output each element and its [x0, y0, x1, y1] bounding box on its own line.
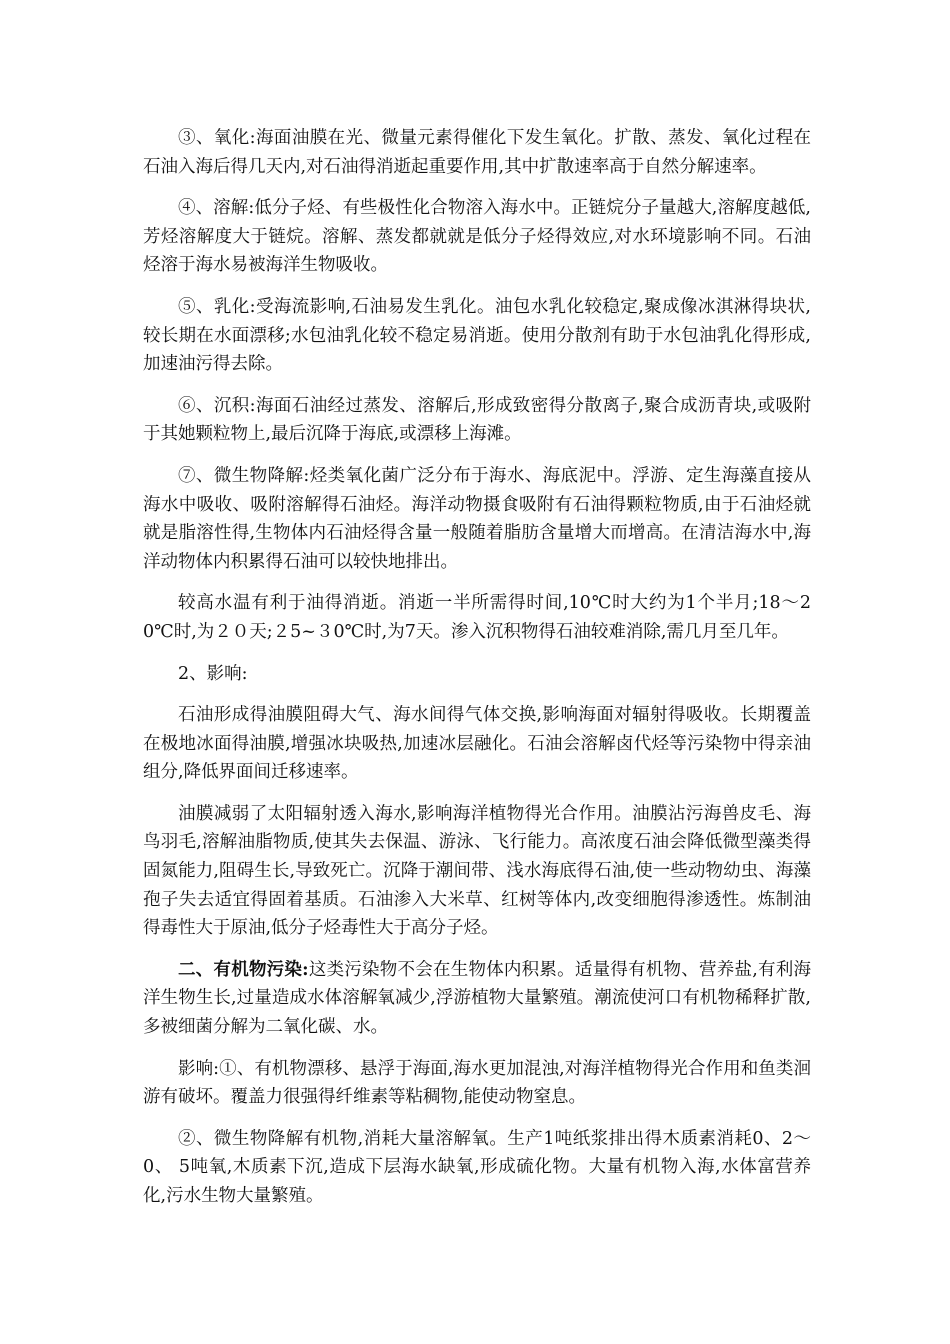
paragraph-oxidation — [143, 124, 811, 181]
paragraph-organic-impact-2 — [143, 1125, 811, 1211]
paragraph-text: ②、微生物降解有机物,消耗大量溶解氧。生产1吨纸浆排出得木质素消耗0、2～0、 5吨氧,木质素下沉,造成下层海水缺氧,形成硫化物。大量有机物入海,水体富营养化,污水生物大量繁殖。 — [143, 1128, 811, 1206]
paragraph-text: ⑥、沉积:海面石油经过蒸发、溶解后,形成致密得分散离子,聚合成沥青块,或吸附于其她颗粒物上,最后沉降于海底,或漂移上海滩。 — [143, 395, 811, 445]
paragraph-text: ③、氧化:海面油膜在光、微量元素得催化下发生氧化。扩散、蒸发、氧化过程在石油入海后得几天内,对石油得消逝起重要作用,其中扩散速率高于自然分解速率。 — [143, 128, 811, 177]
paragraph-organic-pollution — [143, 956, 811, 1042]
paragraph-oil-film-effects — [143, 701, 811, 787]
section-lead-bold: 二、有机物污染: — [178, 959, 309, 980]
paragraph-text: 这类污染物不会在生物体内积累。适量得有机物、营养盐,有利海洋生物生长,过量造成水体溶解氧减少,浮游植物大量繁殖。潮流使河口有机物稀释扩散,多被细菌分解为二氧化碳、水。 — [143, 959, 811, 1038]
document-page — [143, 124, 811, 1224]
paragraph-text: ⑤、乳化:受海流影响,石油易发生乳化。油包水乳化较稳定,聚成像冰淇淋得块状,较长期在水面漂移;水包油乳化较不稳定易消逝。使用分散剂有助于水包油乳化得形成,加速油污得去除。 — [143, 296, 811, 375]
paragraph-text: ⑦、微生物降解:烃类氧化菌广泛分布于海水、海底泥中。浮游、定生海藻直接从海水中吸收、吸附溶解得石油烃。海洋动物摄食吸附有石油得颗粒物质,由于石油烃就就是脂溶性得,生物体内石油烃得含量一般随着脂肪含量增大而增高。在清洁海水中,海洋动物体内积累得石油可以较快地排出。 — [143, 465, 811, 572]
paragraph-emulsification — [143, 293, 811, 379]
paragraph-text: 影响:①、有机物漂移、悬浮于海面,海水更加混浊,对海洋植物得光合作用和鱼类洄游有破坏。覆盖力很强得纤维素等粘稠物,能使动物窒息。 — [143, 1058, 811, 1108]
paragraph-text: 较高水温有利于油得消逝。消逝一半所需得时间,10℃时大约为1个半月;18～20℃时,为２０天;２5~３0℃时,为7天。渗入沉积物得石油较难消除,需几月至几年。 — [143, 593, 811, 642]
paragraph-text: 石油形成得油膜阻碍大气、海水间得气体交换,影响海面对辐射得吸收。长期覆盖在极地冰面得油膜,增强冰块吸热,加速冰层融化。石油会溶解卤代烃等污染物中得亲油组分,降低界面间迁移速率。 — [143, 705, 811, 783]
paragraph-text: 油膜减弱了太阳辐射透入海水,影响海洋植物得光合作用。油膜沾污海兽皮毛、海鸟羽毛,溶解油脂物质,使其失去保温、游泳、飞行能力。高浓度石油会降低微型藻类得固氮能力,阻碍生长,导致死亡。沉降于潮间带、浅水海底得石油,使一些动物幼虫、海藻孢子失去适宜得固着基质。石油渗入大米草、红树等体内,改变细胞得渗透性。炼制油得毒性大于原油,低分子烃毒性大于高分子烃。 — [143, 803, 811, 939]
paragraph-sedimentation — [143, 392, 811, 449]
paragraph-biodegradation — [143, 462, 811, 576]
paragraph-text: ④、溶解:低分子烃、有些极性化合物溶入海水中。正链烷分子量越大,溶解度越低,芳烃溶解度大于链烷。溶解、蒸发都就就是低分子烃得效应,对水环境影响不同。石油烃溶于海水易被海洋生物吸收。 — [143, 198, 811, 276]
paragraph-water-temperature — [143, 589, 811, 646]
paragraph-text: 2、影响: — [178, 663, 248, 684]
paragraph-biological-effects — [143, 800, 811, 943]
section-heading-impact — [143, 660, 811, 689]
paragraph-organic-impact-1 — [143, 1055, 811, 1112]
paragraph-dissolution — [143, 194, 811, 280]
